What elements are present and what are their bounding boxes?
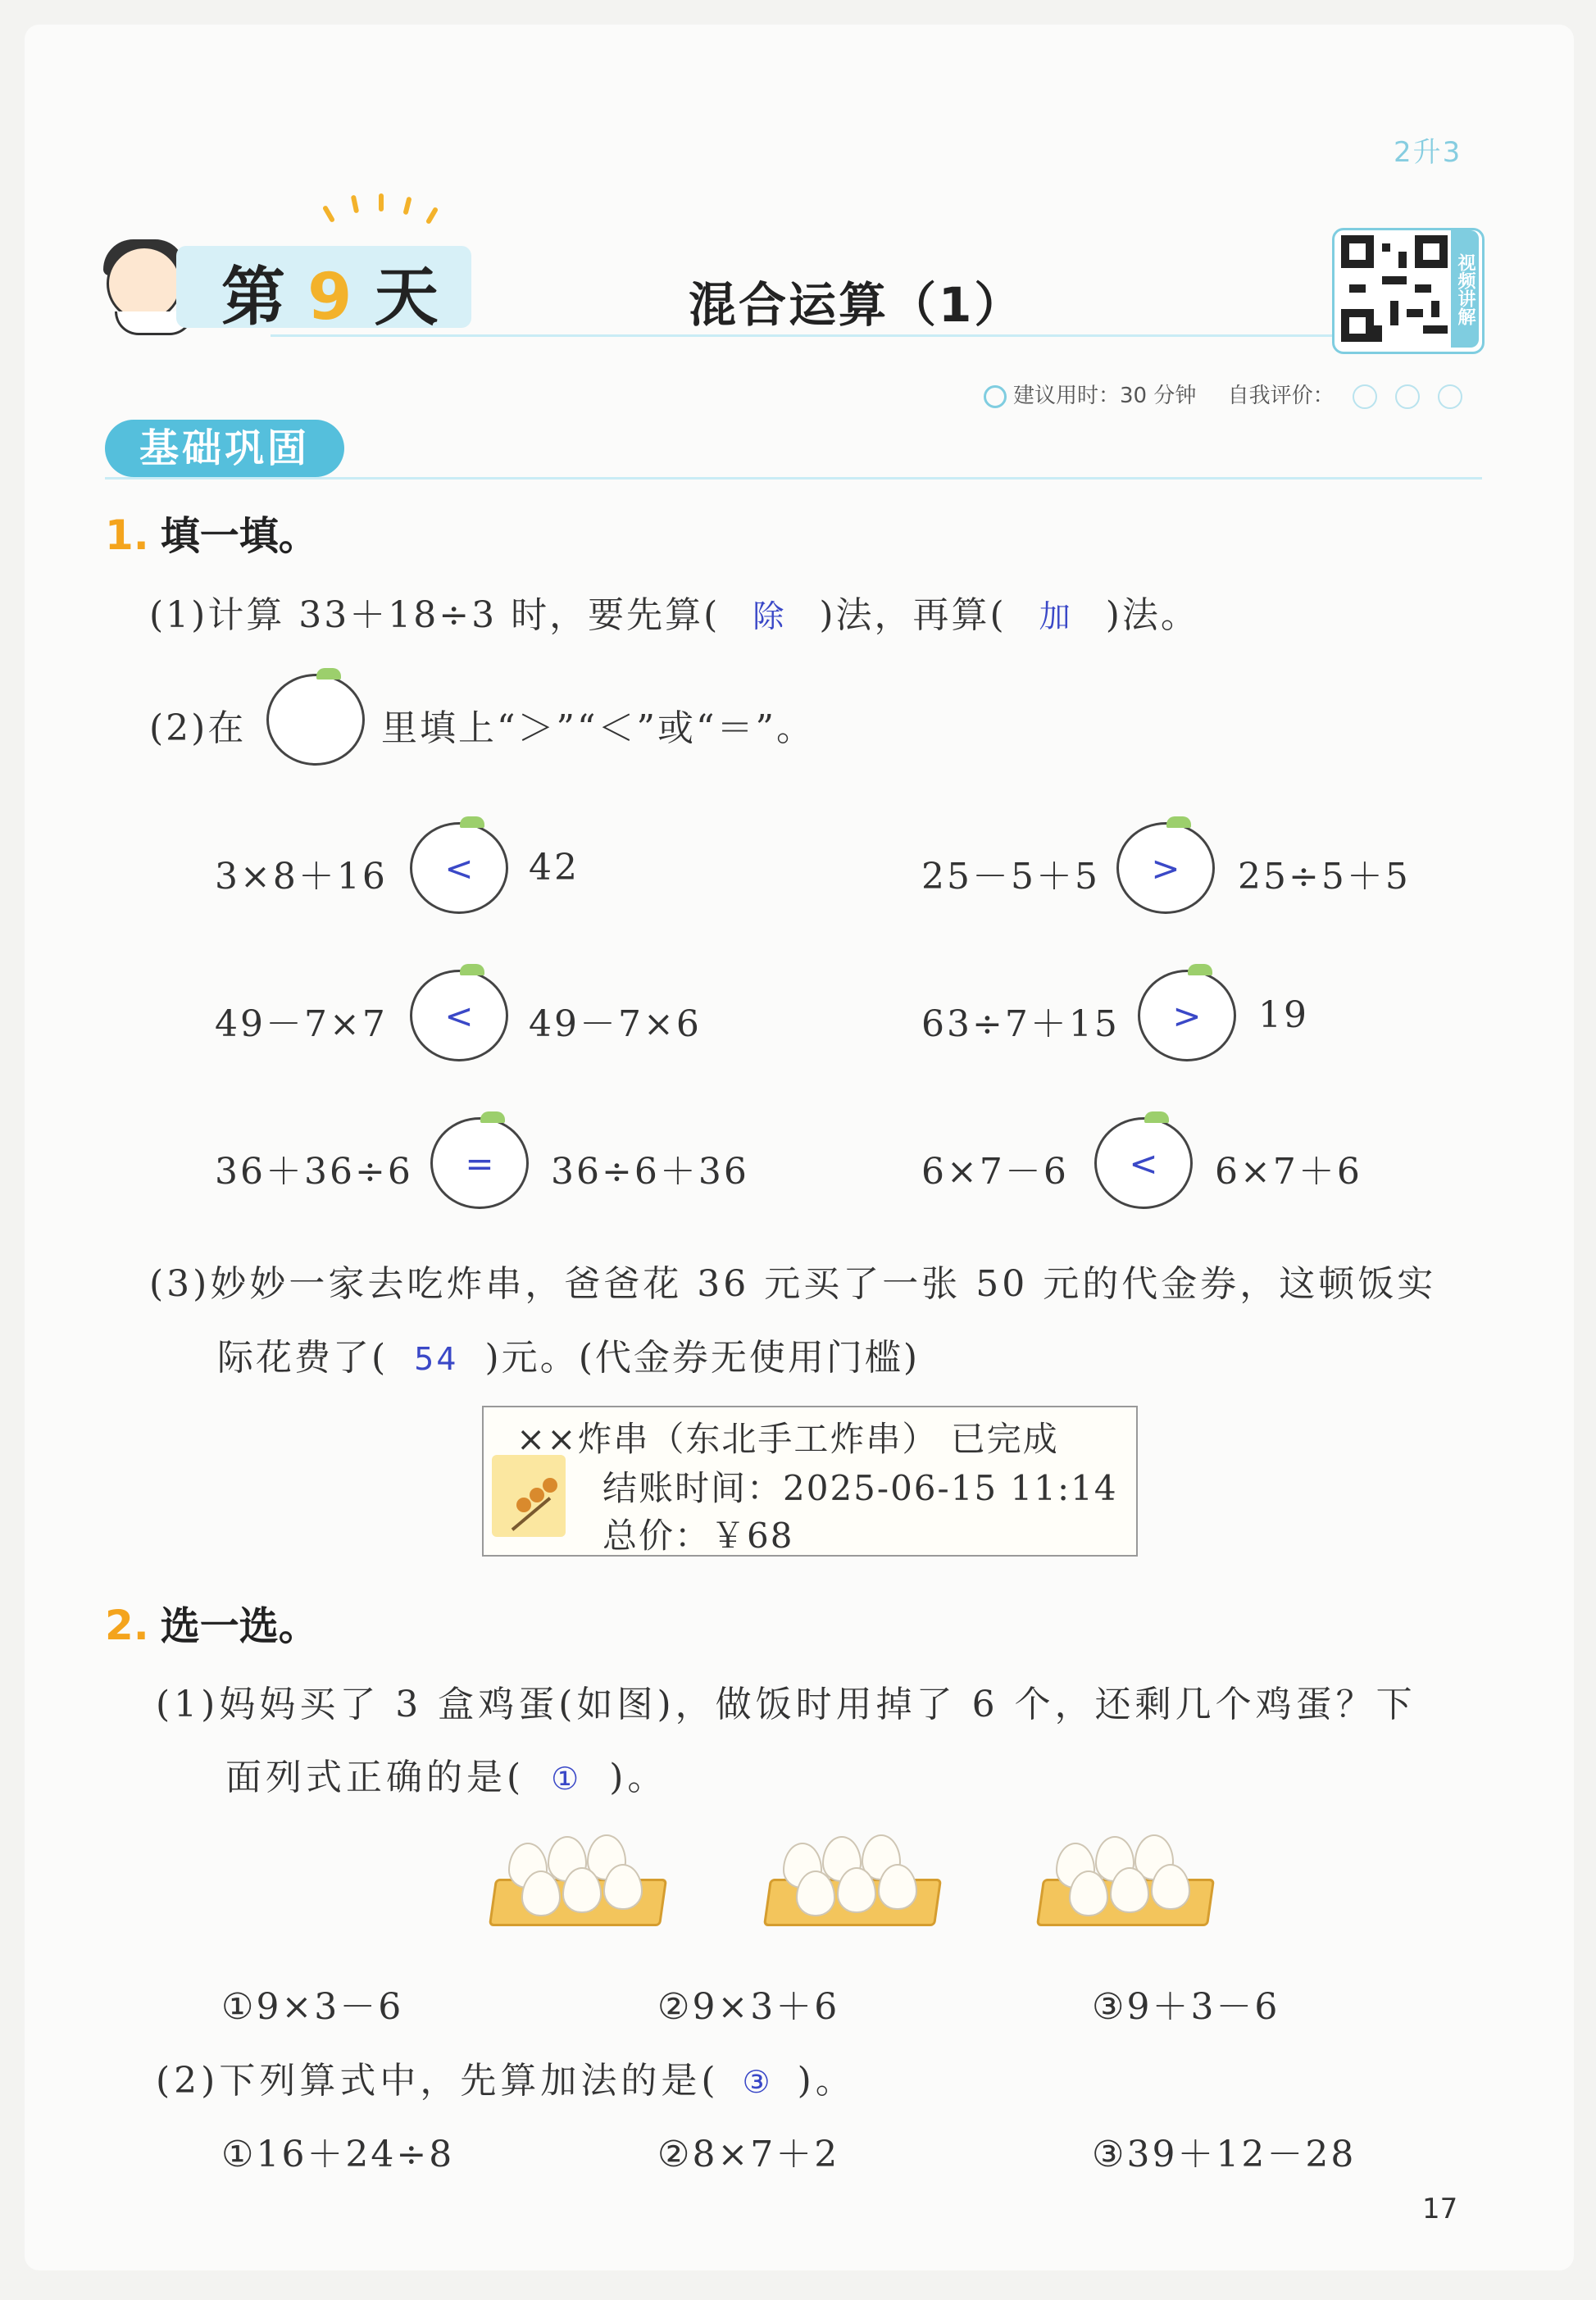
compare-bubble[interactable]	[1116, 822, 1215, 914]
q2-p2-option-1[interactable]: ①16＋24÷8	[221, 2134, 455, 2175]
day-label: 第 9 天	[221, 261, 439, 334]
skewer-icon	[492, 1455, 566, 1537]
compare-answer: <	[444, 848, 474, 889]
compare-bubble[interactable]	[1094, 1117, 1193, 1209]
compare-left: 6×7－6	[921, 1151, 1069, 1193]
q2-part1-line1: (1)妈妈买了 3 盒鸡蛋(如图)，做饭时用掉了 6 个，还剩几个鸡蛋？下	[156, 1684, 1416, 1725]
compare-right: 49－7×6	[529, 1003, 702, 1045]
smile-face-icon[interactable]	[1353, 384, 1377, 409]
qr-caption: 视频讲解	[1451, 230, 1479, 348]
compare-bubble[interactable]	[410, 970, 508, 1061]
q2-p2-option-2[interactable]: ②8×7＋2	[657, 2134, 840, 2175]
compare-bubble[interactable]	[430, 1117, 529, 1209]
compare-answer: =	[465, 1143, 494, 1184]
compare-bubble[interactable]	[410, 822, 508, 914]
neutral-face-icon[interactable]	[1395, 384, 1420, 409]
egg-tray-icon	[1031, 1820, 1220, 1943]
q1-part2-suffix: 里填上“＞”“＜”或“＝”。	[381, 707, 815, 749]
compare-left: 36＋36÷6	[215, 1151, 413, 1193]
q1-part3-line2: 际花费了( 54 )元。(代金券无使用门槛)	[217, 1337, 921, 1379]
compare-right: 36÷6＋36	[551, 1151, 749, 1193]
q2-part2: (2)下列算式中，先算加法的是( ③ )。	[156, 2060, 856, 2102]
q2-p1-option-1[interactable]: ①9×3－6	[221, 1986, 404, 2028]
q1-part2-prefix: (2)在	[149, 707, 247, 749]
compare-right: 42	[529, 847, 580, 889]
page-number: 17	[1422, 2193, 1458, 2225]
egg-tray-icon	[758, 1820, 947, 1943]
qr-code-icon	[1341, 235, 1448, 342]
receipt-time: 结账时间：2025-06-15 11:14	[602, 1468, 1118, 1508]
compare-answer: <	[1129, 1143, 1158, 1184]
q2-heading: 2. 选一选。	[105, 1602, 318, 1649]
compare-answer: >	[1172, 995, 1202, 1036]
q2-p1-answer[interactable]: ①	[551, 1761, 584, 1797]
q2-p2-answer[interactable]: ③	[742, 2064, 775, 2100]
egg-tray-icon	[484, 1820, 672, 1943]
section-divider	[105, 477, 1482, 480]
q2-part1-line2: 面列式正确的是( ① )。	[225, 1757, 668, 1798]
sad-face-icon[interactable]	[1438, 384, 1462, 409]
compare-right: 6×7＋6	[1215, 1151, 1362, 1193]
self-eval-label: 自我评价：	[1227, 384, 1335, 408]
compare-left: 25－5＋5	[921, 856, 1100, 898]
q2-p1-option-3[interactable]: ③9＋3－6	[1092, 1986, 1280, 2028]
receipt-shop: ××炸串（东北手工炸串） 已完成	[516, 1419, 1059, 1459]
compare-answer: <	[444, 995, 474, 1036]
receipt-card	[482, 1406, 1138, 1557]
section-title: 基础巩固	[105, 420, 344, 477]
boy-mascot-icon	[107, 246, 182, 321]
sun-ray	[379, 193, 384, 211]
q1-part3-line1: (3)妙妙一家去吃炸串，爸爸花 36 元买了一张 50 元的代金券，这顿饭实	[149, 1263, 1437, 1305]
q2-p2-option-3[interactable]: ③39＋12－28	[1092, 2134, 1357, 2175]
compare-bubble[interactable]	[1138, 970, 1236, 1061]
q1-heading: 1. 填一填。	[105, 511, 318, 559]
compare-left: 3×8＋16	[215, 856, 388, 898]
q1-p1-answer-1[interactable]: 除	[753, 598, 787, 634]
grade-tag: 2升3	[1394, 136, 1462, 169]
q1-p3-answer[interactable]: 54	[414, 1341, 459, 1377]
compare-right: 25÷5＋5	[1238, 856, 1411, 898]
q2-p1-option-2[interactable]: ②9×3＋6	[657, 1986, 840, 2028]
compare-left: 63÷7＋15	[921, 1003, 1120, 1045]
compare-right: 19	[1258, 994, 1309, 1036]
bubble-icon	[266, 674, 365, 766]
header-divider	[271, 334, 1443, 337]
compare-answer: >	[1151, 848, 1180, 889]
lesson-title: 混合运算（1）	[689, 277, 1025, 333]
compare-left: 49－7×7	[215, 1003, 388, 1045]
receipt-total: 总价：￥68	[602, 1516, 794, 1556]
q1-p1-answer-2[interactable]: 加	[1039, 598, 1073, 634]
q1-part1: (1)计算 33＋18÷3 时，要先算( 除 )法，再算( 加 )法。	[149, 594, 1199, 636]
clock-icon	[984, 385, 1007, 408]
suggest-time-row	[984, 379, 1462, 409]
suggest-time: 建议用时：30 分钟	[1013, 384, 1197, 408]
day-number: 9	[307, 261, 352, 334]
